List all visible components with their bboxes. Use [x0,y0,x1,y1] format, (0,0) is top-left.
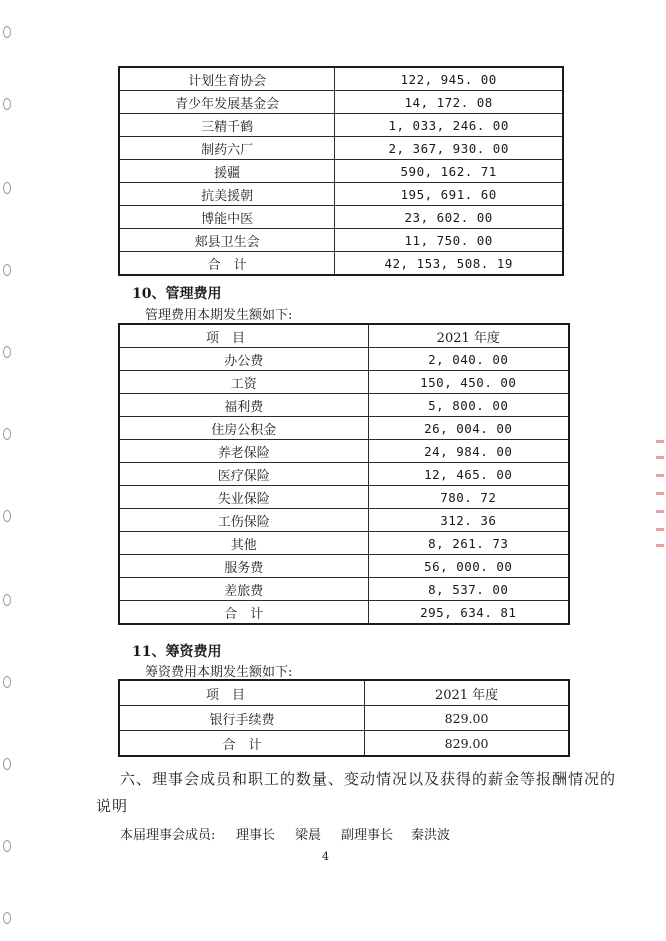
row-label: 失业保险 [119,486,368,509]
row-label: 服务费 [119,555,368,578]
table-row [119,348,569,371]
row-label: 计划生育协会 [119,67,335,91]
row-label: 制药六厂 [119,137,335,160]
binder-hole [3,346,11,358]
column-header-year: 2021 年度 [368,324,569,348]
row-value: 829.00 [365,731,569,757]
row-value: 42, 153, 508. 19 [335,252,563,276]
chair-name: 梁晨 [295,828,322,843]
section-6-heading-cont: 说明 [96,797,129,815]
row-value: 2, 367, 930. 00 [335,137,563,160]
binder-hole [3,912,11,924]
binder-holes [3,0,17,941]
donation-table [118,66,564,276]
row-label: 工伤保险 [119,509,368,532]
table-row [119,229,563,252]
table-row [119,114,563,137]
row-value: 8, 537. 00 [368,578,569,601]
row-value: 14, 172. 08 [335,91,563,114]
row-value: 23, 602. 00 [335,206,563,229]
table-row [119,394,569,417]
row-label: 办公费 [119,348,368,371]
table-row [119,183,563,206]
binder-hole [3,594,11,606]
binder-hole [3,98,11,110]
row-label: 援疆 [119,160,335,183]
table-row [119,555,569,578]
row-label: 博能中医 [119,206,335,229]
row-value: 5, 800. 00 [368,394,569,417]
row-label: 青少年发展基金会 [119,91,335,114]
table-header-row [119,680,569,706]
row-value: 2, 040. 00 [368,348,569,371]
total-row [119,601,569,625]
chair-title: 理事长 [236,828,276,843]
row-value: 11, 750. 00 [335,229,563,252]
section-10-heading: 10、管理费用 [132,286,222,302]
column-header-item: 项 目 [119,680,365,706]
binder-hole [3,676,11,688]
row-label: 工资 [119,371,368,394]
binder-hole [3,840,11,852]
row-label: 合 计 [119,731,365,757]
row-value: 590, 162. 71 [335,160,563,183]
row-value: 56, 000. 00 [368,555,569,578]
binder-hole [3,182,11,194]
row-label: 差旅费 [119,578,368,601]
table-row [119,463,569,486]
column-header-year: 2021 年度 [365,680,569,706]
vice-chair-name: 秦洪波 [411,828,451,843]
row-label: 福利费 [119,394,368,417]
management-expense-table [118,323,570,625]
table-row [119,706,569,731]
table-row [119,578,569,601]
table-header-row [119,324,569,348]
binder-hole [3,428,11,440]
total-row [119,731,569,757]
row-label: 三精千鹤 [119,114,335,137]
table-row [119,440,569,463]
row-label: 合 计 [119,601,368,625]
row-label: 其他 [119,532,368,555]
row-value: 150, 450. 00 [368,371,569,394]
section-6-heading: 六、理事会成员和职工的数量、变动情况以及获得的薪金等报酬情况的 [120,770,617,788]
binder-hole [3,758,11,770]
row-value: 195, 691. 60 [335,183,563,206]
binder-hole [3,264,11,276]
table-row [119,160,563,183]
table-row [119,532,569,555]
row-label: 住房公积金 [119,417,368,440]
table-row [119,371,569,394]
row-value: 122, 945. 00 [335,67,563,91]
section-11-intro: 筹资费用本期发生额如下: [145,665,293,680]
row-value: 1, 033, 246. 00 [335,114,563,137]
row-label: 合 计 [119,252,335,276]
row-value: 295, 634. 81 [368,601,569,625]
row-value: 780. 72 [368,486,569,509]
row-label: 抗美援朝 [119,183,335,206]
binder-hole [3,26,11,38]
section-11-heading: 11、筹资费用 [132,644,222,660]
table-row [119,67,563,91]
row-label: 郏县卫生会 [119,229,335,252]
table-row [119,137,563,160]
row-label: 医疗保险 [119,463,368,486]
table-row [119,206,563,229]
row-value: 8, 261. 73 [368,532,569,555]
seal-stamp-edge [652,440,664,550]
board-members-label: 本届理事会成员: [120,828,216,843]
table-row [119,91,563,114]
binder-hole [3,510,11,522]
section-10-intro: 管理费用本期发生额如下: [145,308,293,323]
row-value: 26, 004. 00 [368,417,569,440]
row-label: 银行手续费 [119,706,365,731]
row-value: 24, 984. 00 [368,440,569,463]
row-value: 829.00 [365,706,569,731]
page-number: 4 [322,850,329,863]
table-row [119,486,569,509]
table-row [119,509,569,532]
row-value: 312. 36 [368,509,569,532]
total-row [119,252,563,276]
table-row [119,417,569,440]
row-label: 养老保险 [119,440,368,463]
column-header-item: 项 目 [119,324,368,348]
row-value: 12, 465. 00 [368,463,569,486]
fundraising-expense-table [118,679,570,757]
vice-chair-title: 副理事长 [341,828,394,843]
